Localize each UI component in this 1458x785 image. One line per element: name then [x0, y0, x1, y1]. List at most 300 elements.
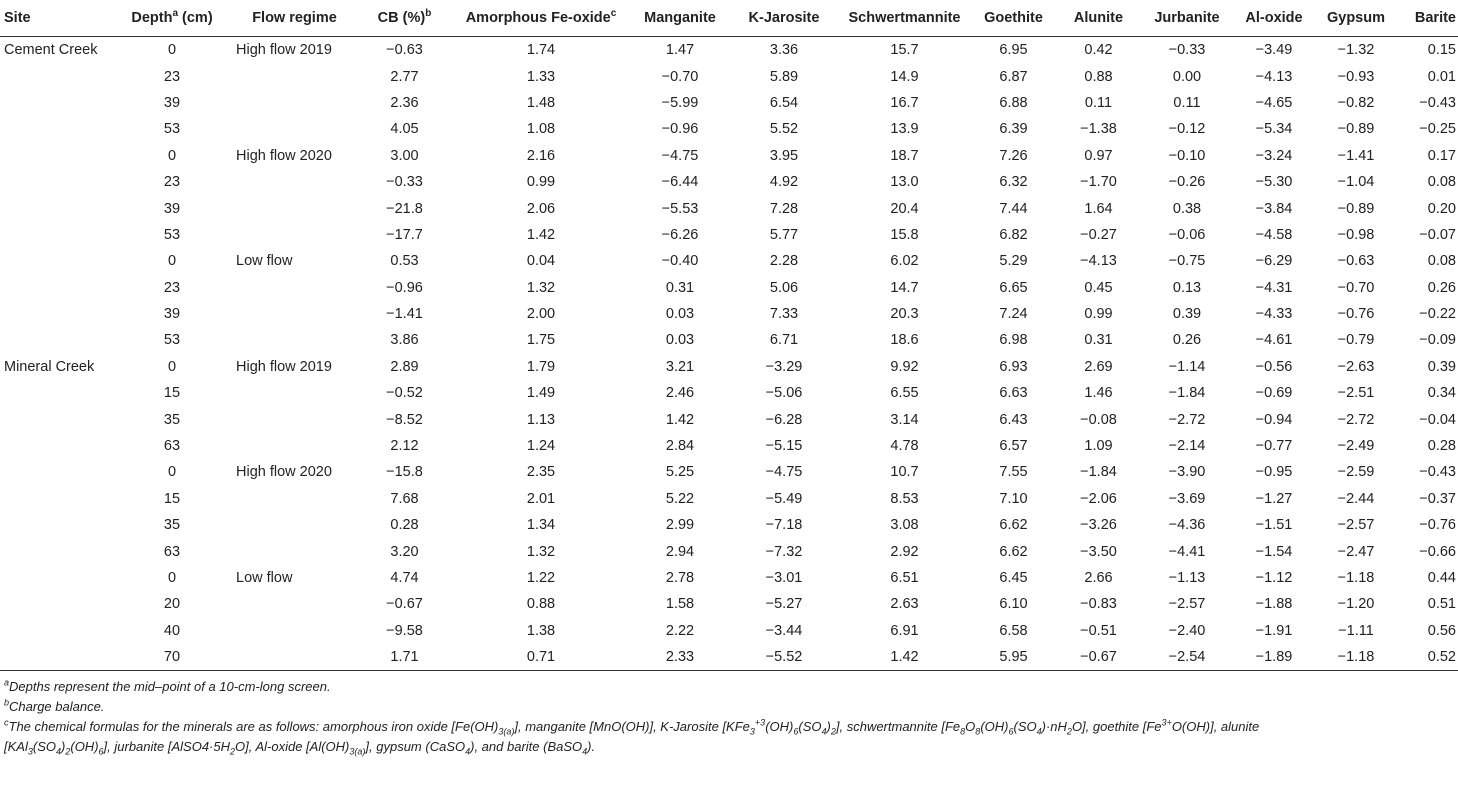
table-cell: −2.06 [1080, 490, 1117, 507]
table-cell: 4.05 [390, 121, 419, 138]
table-cell [0, 459, 112, 485]
table-cell: −1.41 [386, 306, 423, 323]
table-cell: −1.84 [1168, 385, 1206, 402]
table-cell: High flow 2019 [236, 358, 332, 375]
table-row [0, 486, 1458, 512]
table-cell: 6.54 [769, 94, 799, 111]
footnote-c: $^c$The chemical formulas for the minerals are as follows: amorphous iron oxide $[Fe(OH)_{3(a)}]$, manganite [MnO(OH)], K-Jarosite $[KFe_3^{+3}(OH)_6(SO_4)_2]$, schwertmannite $[Fe_8O_8(OH)_6(SO_4)\cdot nH_2O]$, goethite $[Fe^{3+}O(OH)]$, alunite $[KAl_3(SO_4)_2(OH)_6]$, jurbanite $[AlSO4\cdot 5H_2O]$, Al-oxide $[Al(OH)_{3(a)}]$, gypsum (CaSO$_4$), and barite (BaSO$_4$). [4, 718, 1260, 757]
table-row [0, 143, 1458, 169]
col-header-flow-regime: Flow regime [232, 0, 357, 37]
table-cell: 20.4 [890, 200, 919, 217]
table-cell [0, 275, 112, 301]
table-cell [0, 116, 112, 142]
table-cell [0, 644, 112, 671]
table-cell: 0.71 [452, 644, 630, 671]
table-cell [232, 512, 357, 538]
table-cell [0, 169, 112, 195]
table-cell: 2.33 [630, 644, 730, 671]
table-cell: 1.24 [526, 438, 556, 455]
table-cell: 1.32 [526, 279, 556, 296]
table-cell: 2.69 [1084, 358, 1113, 375]
table-cell [232, 618, 357, 644]
table-cell: 0.99 [526, 174, 556, 191]
table-cell: 0.99 [1084, 306, 1113, 323]
table-cell: −3.50 [1080, 543, 1117, 560]
table-cell: 2.99 [665, 517, 695, 534]
table-cell: 6.95 [999, 42, 1028, 59]
table-cell: −0.76 [1419, 517, 1456, 534]
table-row [0, 433, 1458, 459]
table-cell: 6.58 [999, 622, 1028, 639]
table-cell: −0.04 [1419, 411, 1456, 428]
table-cell: −0.83 [1080, 596, 1117, 613]
table-cell [0, 512, 112, 538]
footnote-a: $^a$Depths represent the mid–point of a 10-cm-long screen. [4, 678, 331, 695]
table-cell: −1.12 [1255, 570, 1293, 586]
table-cell: 6.93 [999, 358, 1028, 375]
table-cell: 2.22 [665, 622, 695, 639]
table-cell [232, 116, 357, 142]
table-cell: 3.08 [890, 517, 919, 534]
table-cell: 0 [167, 253, 177, 270]
table-cell: 0.38 [1172, 200, 1202, 217]
table-cell: −5.53 [661, 200, 699, 217]
table-cell [0, 406, 112, 432]
table-cell: 2.92 [890, 543, 919, 560]
table-cell [0, 301, 112, 327]
table-cell: −1.84 [1080, 464, 1117, 481]
table-cell: −0.67 [386, 596, 423, 613]
table-cell: 0.28 [1427, 438, 1456, 455]
table-cell: −2.51 [1337, 385, 1375, 402]
table-cell: −1.88 [1255, 596, 1293, 613]
table-cell: −5.99 [661, 94, 699, 111]
col-header-alunite: Alunite [1056, 0, 1141, 37]
table-row [0, 565, 1458, 591]
table-cell: 3.86 [390, 332, 419, 349]
table-cell: 1.32 [526, 543, 556, 560]
table-cell: 2.78 [665, 570, 695, 586]
table-cell: 1.74 [526, 42, 556, 59]
table-cell: −4.33 [1255, 306, 1293, 323]
table-cell: 6.55 [890, 385, 919, 402]
table-cell: 2.77 [390, 68, 419, 85]
table-cell: 15 [163, 385, 181, 402]
table-row [0, 354, 1458, 380]
table-row [0, 169, 1458, 195]
table-cell: 2.28 [769, 253, 799, 270]
table-cell: −5.06 [765, 385, 803, 402]
table-cell [232, 90, 357, 116]
table-cell [232, 63, 357, 89]
table-cell [0, 327, 112, 353]
table-cell: 3.36 [769, 42, 799, 59]
table-cell: 20 [163, 596, 181, 613]
col-header-manganite: Manganite [630, 0, 730, 37]
table-cell: −1.38 [1080, 121, 1117, 138]
table-cell [232, 644, 357, 671]
table-cell: 6.87 [999, 68, 1028, 85]
table-cell: 16.7 [890, 94, 919, 111]
table-cell: 4.74 [390, 570, 419, 586]
table-cell: −5.30 [1255, 174, 1293, 191]
table-cell: Mineral Creek [4, 358, 95, 375]
table-cell: 10.7 [890, 464, 919, 481]
table-cell: 4.92 [769, 174, 799, 191]
table-cell: 2.35 [526, 464, 556, 481]
table-cell [232, 301, 357, 327]
table-cell: 3.00 [390, 147, 419, 164]
table-cell: −0.89 [1337, 200, 1375, 217]
table-cell: −4.61 [1255, 332, 1293, 349]
table-cell: −0.08 [1080, 411, 1117, 428]
table-cell: Cement Creek [4, 42, 98, 59]
table-cell: 39 [163, 94, 181, 111]
table-cell: 7.28 [769, 200, 799, 217]
table-cell [0, 433, 112, 459]
table-cell: 0.88 [526, 596, 556, 613]
table-cell: −0.63 [386, 42, 423, 59]
table-cell: −0.63 [1337, 253, 1375, 270]
table-cell: 1.42 [665, 411, 695, 428]
table-cell: 1.09 [1084, 438, 1113, 455]
table-footnotes [0, 677, 1458, 757]
table-cell: 14.9 [890, 68, 919, 85]
table-cell: −0.33 [1168, 42, 1206, 59]
header-row [0, 0, 1458, 37]
table-cell [0, 565, 112, 591]
col-header-amorphous-fe-oxide: Amorphous Fe-oxide$^c$ [452, 0, 630, 37]
table-cell: −4.75 [765, 464, 803, 481]
table-cell: −1.13 [1168, 570, 1206, 586]
table-cell: −2.63 [1337, 358, 1375, 375]
table-cell: −2.57 [1337, 517, 1375, 534]
table-row [0, 538, 1458, 564]
table-cell: 6.65 [999, 279, 1028, 296]
table-cell: 3.21 [665, 358, 695, 375]
table-row [0, 618, 1458, 644]
table-cell: −2.47 [1337, 543, 1375, 560]
table-cell: −21.8 [386, 200, 423, 217]
table-cell: 0.17 [1427, 147, 1456, 164]
table-cell: −4.13 [1080, 253, 1117, 270]
table-cell: 40 [163, 622, 181, 639]
table-cell [0, 143, 112, 169]
table-cell: −2.72 [1168, 411, 1206, 428]
table-cell: 0.13 [1172, 279, 1202, 296]
table-cell: −0.10 [1168, 147, 1206, 164]
table-cell: 2.84 [665, 438, 695, 455]
table-cell: −0.94 [1255, 411, 1293, 428]
table-cell: 6.43 [999, 411, 1028, 428]
table-cell: −4.58 [1255, 226, 1293, 243]
table-cell: 0.01 [1427, 68, 1456, 85]
table-cell: 1.22 [526, 570, 556, 586]
table-cell: 2.89 [390, 358, 419, 375]
table-cell: 15.7 [890, 42, 919, 59]
table-cell: 6.62 [999, 543, 1028, 560]
col-header-al-oxide: Al-oxide [1233, 0, 1315, 37]
table-cell: −5.49 [765, 490, 803, 507]
table-row [0, 116, 1458, 142]
table-cell: 15.8 [890, 226, 919, 243]
table-cell: −3.69 [1168, 490, 1206, 507]
table-cell: 1.08 [526, 121, 556, 138]
table-cell: 2.16 [526, 147, 556, 164]
table-cell: 0.15 [1427, 42, 1456, 59]
table-cell: −3.84 [1255, 200, 1293, 217]
col-header-schwertmannite: Schwertmannite [838, 0, 971, 37]
table-cell: 7.55 [999, 464, 1028, 481]
table-cell: −0.67 [1056, 644, 1141, 671]
table-cell: 23 [163, 68, 181, 85]
table-cell: 1.38 [526, 622, 556, 639]
table-cell: 5.25 [665, 464, 695, 481]
table-cell: −0.82 [1337, 94, 1375, 111]
table-cell [232, 538, 357, 564]
table-cell: 6.39 [999, 121, 1028, 138]
table-cell: 5.52 [769, 121, 799, 138]
table-cell: −3.49 [1255, 42, 1293, 59]
table-cell [0, 618, 112, 644]
table-cell: −1.27 [1255, 490, 1293, 507]
table-cell: 0.52 [1397, 644, 1458, 671]
table-cell: 39 [163, 200, 181, 217]
table-cell: −1.89 [1233, 644, 1315, 671]
table-cell: 0.88 [1084, 68, 1113, 85]
table-cell: 35 [163, 411, 181, 428]
table-cell: −2.72 [1337, 411, 1375, 428]
table-cell: 0.03 [665, 332, 695, 349]
table-cell: 5.95 [971, 644, 1056, 671]
table-cell [0, 591, 112, 617]
table-cell: 0.08 [1427, 174, 1456, 191]
table-cell: 9.92 [890, 358, 919, 375]
table-cell: 1.47 [665, 42, 695, 59]
table-cell: −1.70 [1080, 174, 1117, 191]
table-cell: 7.44 [999, 200, 1028, 217]
table-cell: 70 [112, 644, 232, 671]
table-cell: −2.40 [1168, 622, 1206, 639]
table-cell: 18.6 [890, 332, 919, 349]
table-cell: 6.10 [999, 596, 1028, 613]
table-cell: −0.69 [1255, 385, 1293, 402]
table-cell: −1.11 [1338, 622, 1374, 639]
table-cell: 1.79 [526, 358, 556, 375]
table-cell: −0.77 [1255, 438, 1293, 455]
col-header-depth: Depth$^a$ (cm) [112, 0, 232, 37]
table-row [0, 327, 1458, 353]
table-cell [0, 380, 112, 406]
table-row [0, 222, 1458, 248]
table-cell: −0.95 [1255, 464, 1293, 481]
table-cell: 5.29 [999, 253, 1028, 270]
table-cell: 0.08 [1427, 253, 1456, 270]
table-cell: −0.37 [1419, 490, 1456, 507]
table-cell [232, 433, 357, 459]
table-row [0, 63, 1458, 89]
table-cell: 53 [163, 121, 181, 138]
table-row [0, 195, 1458, 221]
table-cell: −5.15 [765, 438, 803, 455]
col-header-jurbanite: Jurbanite [1141, 0, 1233, 37]
table-cell: 0 [167, 358, 177, 375]
table-cell: −0.70 [661, 68, 699, 85]
table-cell: −1.41 [1337, 147, 1375, 164]
table-cell: −0.25 [1419, 121, 1456, 138]
table-cell: −0.43 [1419, 94, 1456, 111]
table-cell: −0.43 [1419, 464, 1456, 481]
table-cell: −0.52 [386, 385, 423, 402]
table-cell: 0.26 [1427, 279, 1456, 296]
table-cell: 1.33 [526, 68, 556, 85]
table-cell: 2.00 [526, 306, 556, 323]
table-cell: 2.63 [890, 596, 919, 613]
table-cell: −4.13 [1255, 68, 1293, 85]
table-cell: −0.96 [661, 121, 699, 138]
table-cell: 1.42 [526, 226, 556, 243]
table-cell: 6.51 [890, 570, 919, 586]
table-cell: −0.96 [386, 279, 423, 296]
table-cell: −3.90 [1168, 464, 1206, 481]
table-cell: −0.26 [1168, 174, 1206, 191]
table-cell: 2.94 [665, 543, 695, 560]
table-cell: 8.53 [890, 490, 919, 507]
table-cell: −0.76 [1337, 306, 1375, 323]
table-cell: 6.82 [999, 226, 1028, 243]
table-cell: 1.71 [357, 644, 452, 671]
table-cell: 6.45 [999, 570, 1028, 586]
table-cell: 0.42 [1084, 42, 1113, 59]
table-cell: 1.46 [1084, 385, 1113, 402]
table-row [0, 591, 1458, 617]
table-cell: −1.18 [1337, 570, 1375, 586]
table-cell: 5.89 [769, 68, 799, 85]
table-row [0, 512, 1458, 538]
table-cell: −0.06 [1168, 226, 1206, 243]
table-cell: −2.57 [1168, 596, 1206, 613]
table-cell: −3.24 [1255, 147, 1293, 164]
table-cell: 0.34 [1427, 385, 1456, 402]
table-cell: 0.53 [390, 253, 419, 270]
table-cell: 0 [167, 570, 177, 586]
table-cell: 0 [167, 464, 177, 481]
table-cell [232, 406, 357, 432]
table-cell: −0.75 [1168, 253, 1206, 270]
table-cell: 0.03 [665, 306, 695, 323]
table-cell: 1.64 [1084, 200, 1113, 217]
table-cell: −7.18 [765, 517, 803, 534]
table-cell: 2.12 [390, 438, 419, 455]
table-cell: −6.44 [661, 174, 699, 191]
table-cell: 0 [167, 42, 177, 59]
table-cell: 3.95 [769, 147, 799, 164]
table-cell: −0.98 [1337, 226, 1375, 243]
table-cell: 7.33 [769, 306, 799, 323]
table-cell: −0.27 [1080, 226, 1117, 243]
table-cell [0, 90, 112, 116]
table-cell: 5.77 [769, 226, 799, 243]
table-cell: 39 [163, 306, 181, 323]
table-cell: −5.34 [1255, 121, 1293, 138]
table-cell [232, 275, 357, 301]
table-cell: −0.70 [1337, 279, 1375, 296]
table-cell: 23 [163, 279, 181, 296]
table-cell: 7.26 [999, 147, 1028, 164]
table-cell: 2.36 [390, 94, 419, 111]
table-cell [0, 195, 112, 221]
table-cell: 6.32 [999, 174, 1028, 191]
table-cell: 18.7 [890, 147, 919, 164]
table-cell: 3.20 [390, 543, 419, 560]
table-cell: −2.14 [1168, 438, 1206, 455]
table-cell: −0.07 [1419, 226, 1456, 243]
table-cell: 1.48 [526, 94, 556, 111]
col-header-site: Site [0, 0, 112, 37]
table-cell: 2.06 [526, 200, 556, 217]
table-cell [0, 486, 112, 512]
table-cell: 2.66 [1084, 570, 1113, 586]
table-cell: −4.41 [1168, 543, 1206, 560]
table-cell: 0.28 [390, 517, 419, 534]
table-row [0, 406, 1458, 432]
table-cell: 0.20 [1427, 200, 1456, 217]
table-cell: −1.91 [1255, 622, 1293, 639]
table-cell: 53 [163, 332, 181, 349]
table-cell: 2.01 [526, 490, 556, 507]
table-cell: 7.24 [999, 306, 1028, 323]
table-cell: 5.22 [665, 490, 695, 507]
table-cell: 0.44 [1427, 570, 1456, 586]
table-row [0, 644, 1458, 671]
table-cell [0, 248, 112, 274]
table-cell: Low flow [236, 253, 293, 270]
table-cell: −3.44 [765, 622, 803, 639]
table-cell: −0.66 [1419, 543, 1456, 560]
table-cell: 6.98 [999, 332, 1028, 349]
col-header-cb: CB (%)$^b$ [357, 0, 452, 37]
table-cell: −0.40 [661, 253, 699, 270]
footnote-b: $^b$Charge balance. [4, 698, 105, 715]
table-cell: 2.46 [665, 385, 695, 402]
table-cell: −4.36 [1168, 517, 1206, 534]
table-cell: −2.44 [1337, 490, 1375, 507]
table-cell [232, 169, 357, 195]
table-cell: 63 [163, 543, 181, 560]
table-cell: 0.31 [1084, 332, 1113, 349]
table-cell: 1.34 [526, 517, 556, 534]
table-cell: −3.29 [765, 358, 803, 375]
table-cell [232, 591, 357, 617]
table-cell: −0.12 [1168, 121, 1206, 138]
table-cell: 35 [163, 517, 181, 534]
table-cell: 0 [167, 147, 177, 164]
table-cell: 0.11 [1084, 94, 1113, 111]
table-cell [232, 486, 357, 512]
table-cell: 13.9 [890, 121, 919, 138]
table-cell: −2.49 [1337, 438, 1375, 455]
table-cell: 15 [163, 490, 181, 507]
table-cell: −9.58 [386, 622, 423, 639]
table-cell: 23 [163, 174, 181, 191]
table-cell: High flow 2020 [236, 464, 332, 481]
table-cell [0, 538, 112, 564]
table-cell: −15.8 [386, 464, 423, 481]
table-cell: −8.52 [386, 411, 423, 428]
table-cell: 0.97 [1084, 147, 1113, 164]
table-cell: 7.10 [999, 490, 1028, 507]
table-cell: 6.91 [890, 622, 919, 639]
